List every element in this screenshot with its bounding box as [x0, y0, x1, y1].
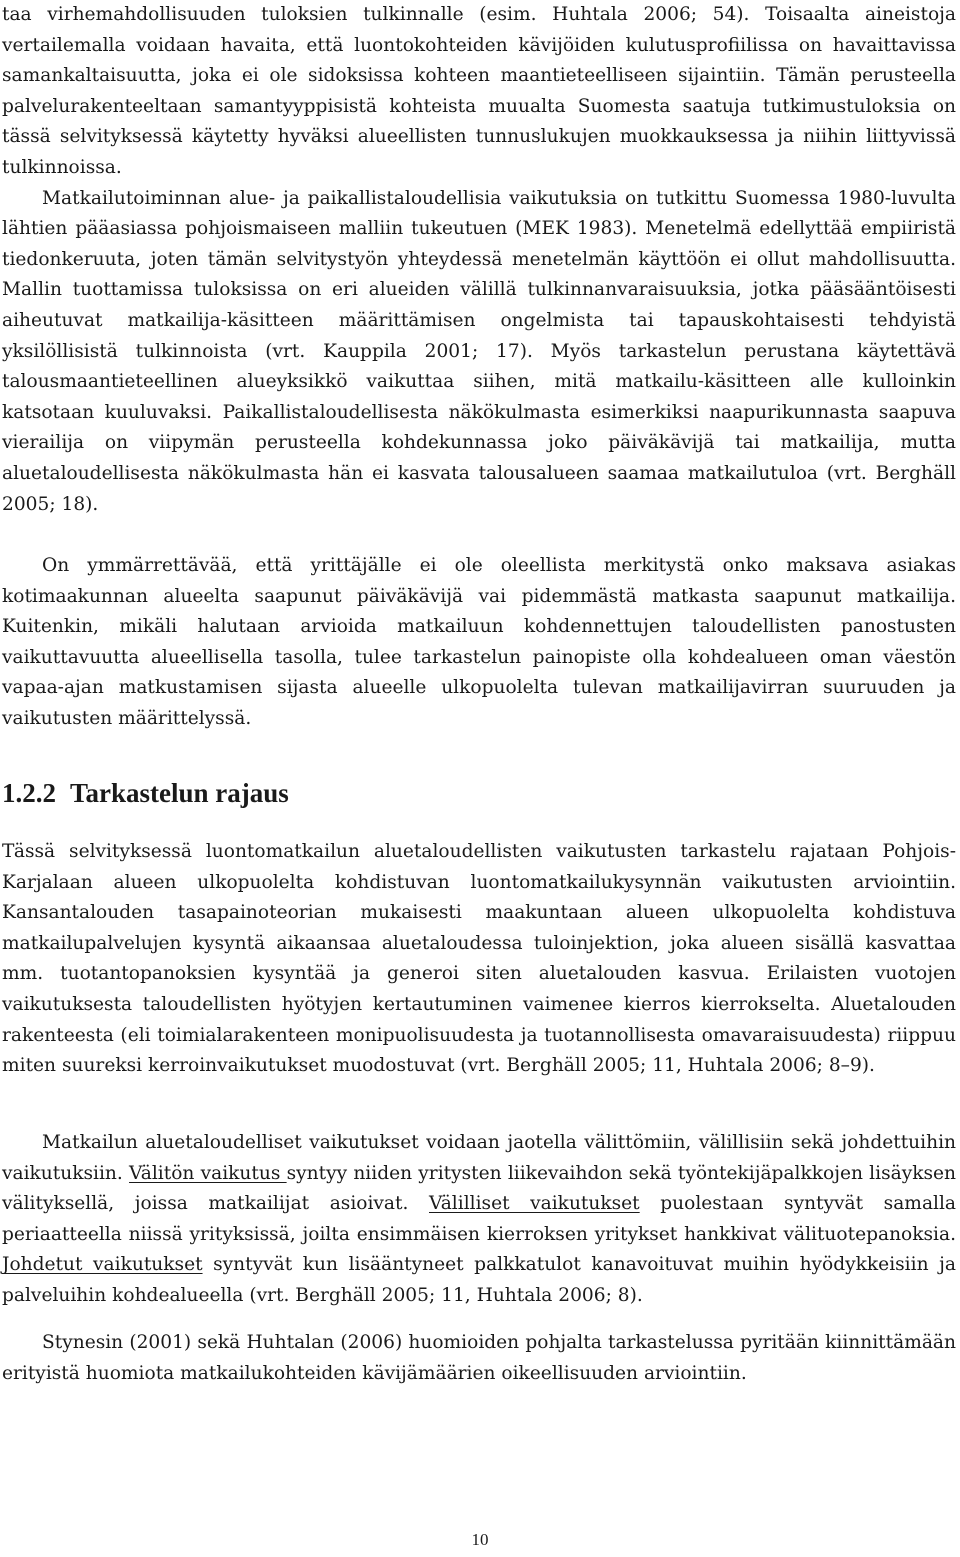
term-direct-impact: Välitön vaikutus — [129, 1162, 287, 1184]
paragraph-entrepreneur-view: On ymmärrettävää, että yrittäjälle ei ole oleellista merkitystä onko maksava asiakas kotimaakunnan alueelta saapunut päiväkävijä vai pidemmästä matkasta saapunut matkailija. Kuitenkin, mikäli halutaan arvioida matkailuun kohdennettujen taloudellisten panostusten vaikuttavuutta alueellisella tasolla, tulee tarkastelun painopiste olla kohdealueen oman väestön vapaa-ajan matkustamisen sijasta alueelle ulkopuolelta tulevan matkailijavirran suuruuden ja vaikutusten määrittelyssä. — [2, 555, 956, 729]
paragraph-text: syntyy niiden yritysten liikevaihdon sekä työntekijäpalkkojen lisäyksen välityksellä, joissa matkailijat asioivat. — [2, 1162, 956, 1215]
section-heading — [2, 776, 289, 810]
paragraph-nordic-model: Matkailutoiminnan alue- ja paikallistaloudellisia vaikutuksia on tutkittu Suomessa 1980-luvulta lähtien pääasiassa pohjoismaiseen malliin tukeutuen (MEK 1983). Menetelmä edellyttää empiiristä tiedonkeruuta, joten tämän selvitystyön yhteydessä menetelmän käyttöön ei ollut mahdollisuutta. Mallin tuottamissa tuloksissa on eri alueiden välillä tulkinnanvaraisuuksia, jotka pääsääntöisesti aiheutuvat matkailija-käsitteen määrittämisen ongelmista tai tapauskohtaisesti tehdyistä yksilöllisistä tulkinnoista (vrt. Kauppila 2001; 17). Myös tarkastelun perustana käytettävä talousmaantieteellinen alueyksikkö vaikuttaa siihen, mitä matkailu-käsitteen alle kulloinkin katsotaan kuuluvaksi. Paikallistaloudellisesta näkökulmasta esimerkiksi naapurikunnasta saapuva vierailija on viipymän perusteella kohdekunnassa joko päiväkävijä tai matkailija, mutta aluetaloudellisesta näkökulmasta hän ei kasvata talousalueen saamaa matkailutuloa (vrt. Berghäll 2005; 18). — [2, 187, 956, 515]
term-induced-impacts: Johdetut vaikutukset — [2, 1254, 203, 1276]
section-number: 1.2.2 — [2, 778, 56, 808]
section-title: Tarkastelun rajaus — [70, 778, 289, 808]
paragraph-impact-types — [2, 1128, 956, 1312]
paragraph-text: taa virhemahdollisuuden tuloksien tulkinnalle (esim. Huhtala 2006; 54). Toisaalta aineistoja vertailemalla voidaan havaita, että luontokohteiden kävijöiden kulutusprofiilissa on havaittavissa samankaltaisuutta, joka ei ole sidoksissa kohteen maantieteelliseen sijaintiin. Tämän perusteella palvelurakenteeltaan samantyyppisistä kohteista muualta Suomesta saatuja tutkimustuloksia on tässä selvityksessä käytetty hyväksi alueellisten tunnuslukujen muokkauksessa ja niihin liittyvissä tulkinnoissa. — [2, 4, 956, 178]
paragraph-text: syntyvät kun lisääntyneet palkkatulot kanavoituvat muihin hyödykkeisiin ja palveluihin kohdealueella (vrt. Berghäll 2005; 11, Huhtala 2006; 8). — [2, 1254, 956, 1306]
term-indirect-impacts: Välilliset vaikutukset — [429, 1193, 640, 1215]
page-number: 10 — [471, 1530, 489, 1549]
paragraph-text: Matkailun aluetaloudelliset vaikutukset voidaan jaotella välittömiin, välillisiin sekä johdettuihin vaikutuksiin. — [2, 1132, 956, 1184]
paragraph-text: puolestaan syntyvät samalla periaatteella niissä yrityksissä, joilta ensimmäisen kierroksen yritykset hankkivat välituotepanoksia. — [2, 1193, 957, 1245]
paragraph-scope: Tässä selvityksessä luontomatkailun aluetaloudellisten vaikutusten tarkastelu rajataan Pohjois-Karjalaan alueen ulkopuolelta kohdistuvan luontomatkailukysynnän vaikutusten arviointiin. Kansantalouden tasapainoteorian mukaisesti maakuntaan alueen ulkopuolelta kohdistuva matkailupalvelujen kysyntä aikaansaa aluetaloudessa tuloinjektion, joka alueen sisällä kasvattaa mm. tuotantopanoksien kysyntää ja generoi siten aluetalouden kasvua. Erilaisten vuotojen vaikutuksesta taloudellisten hyötyjen kertautuminen vaimenee kierros kierrokselta. Aluetalouden rakenteesta (eli toimialarakenteen monipuolisuudesta ja tuotannollisesta omavaraisuudesta) riippuu miten suureksi kerroinvaikutukset muodostuvat (vrt. Berghäll 2005; 11, Huhtala 2006; 8–9). — [2, 841, 956, 1077]
paragraph-data-interpretation — [2, 0, 956, 520]
paragraph-visitor-counts: Stynesin (2001) sekä Huhtalan (2006) huomioiden pohjalta tarkastelussa pyritään kiinnittämään erityistä huomiota matkailukohteiden kävijämäärien oikeellisuuden arviointiin. — [2, 1332, 956, 1384]
